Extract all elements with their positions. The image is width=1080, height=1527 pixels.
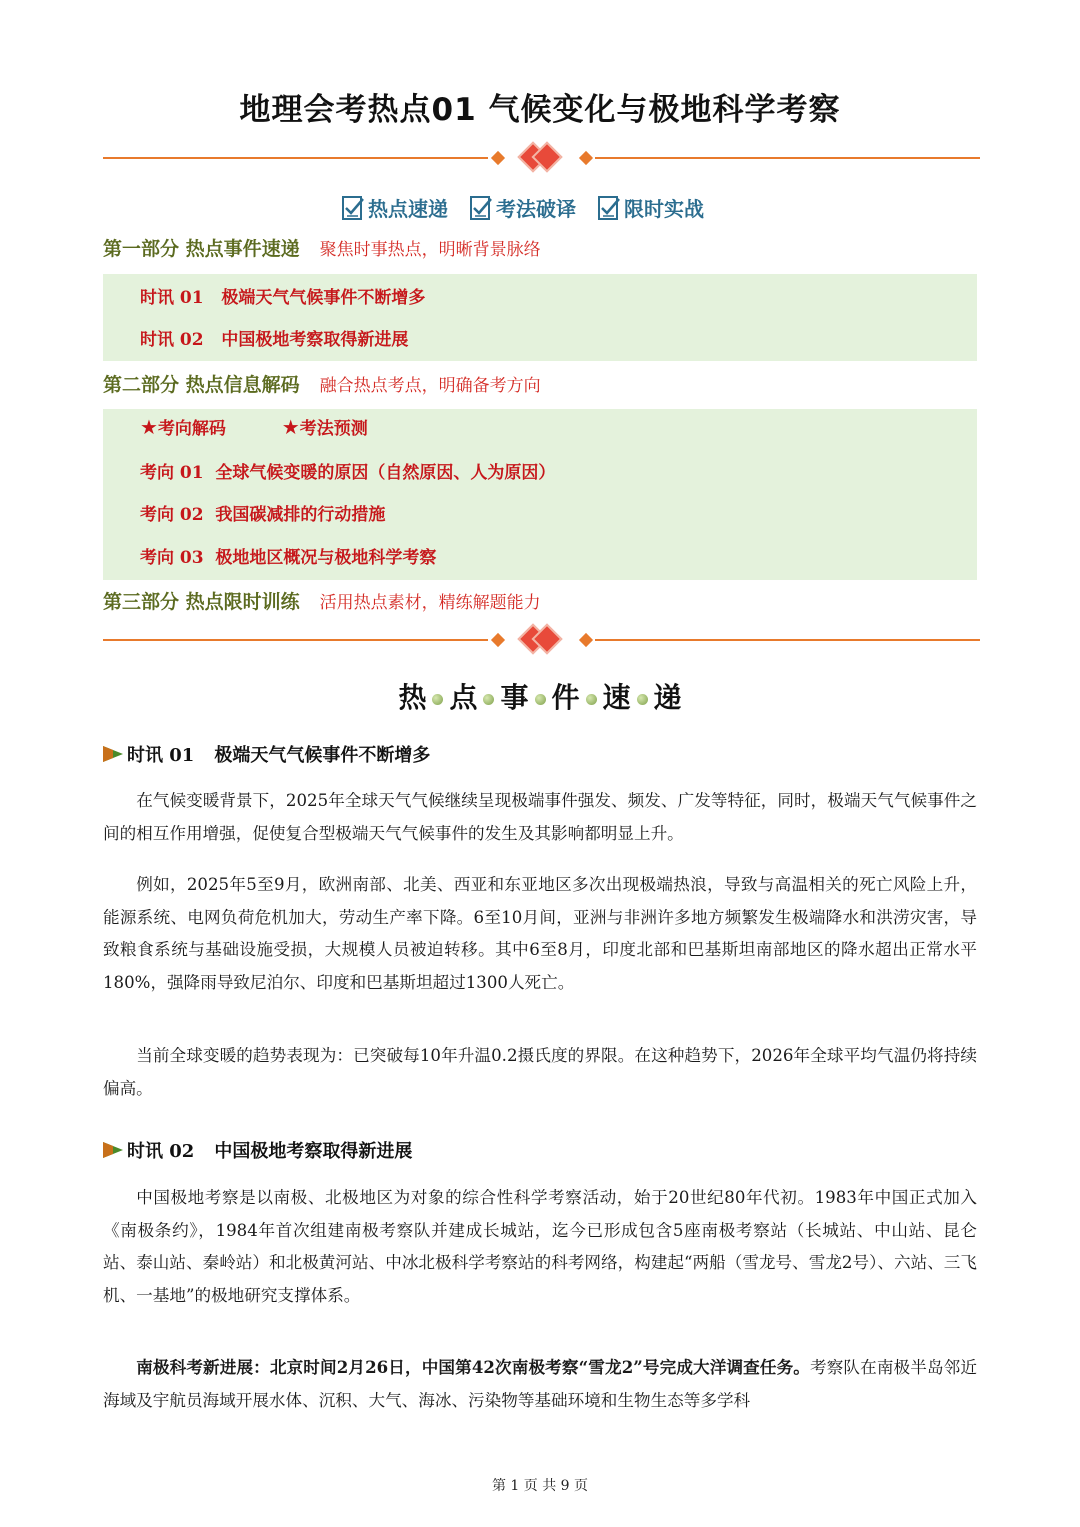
part-2-item[interactable]: 考向 02 我国碳减排的行动措施: [140, 505, 386, 525]
page-footer: 第 1 页 共 9 页: [491, 1478, 589, 1494]
part-2-item[interactable]: 考向 03 极地地区概况与极地科学考察: [140, 548, 437, 568]
section-title: 热 点 事 件 速 递: [398, 681, 682, 714]
star-icon: ★: [140, 415, 158, 439]
news-1-paragraph: 当前全球变暖的趋势表现为：已突破每10年升温0.2摄氏度的界限。在这种趋势下，2026年全球平均气温仍将持续偏高。: [103, 1046, 977, 1098]
star-label[interactable]: 考向解码: [157, 419, 226, 439]
dot-icon: [483, 694, 494, 705]
top-divider: [103, 148, 980, 168]
part-1-item[interactable]: 时讯 02 中国极地考察取得新进展: [140, 330, 409, 350]
news-1-paragraph: 例如，2025年5至9月，欧洲南部、北美、西亚和东亚地区多次出现极端热浪，导致与高温相关的死亡风险上升，能源系统、电网负荷危机加大，劳动生产率下降。6至10月间，亚洲与非洲许多地方频繁发生极端降水和洪涝灾害，导致粮食系统与基础设施受损，大规模人员被迫转移。其中6至8月，印度北部和巴基斯坦南部地区的降水超出正常水平180%，强降雨导致尼泊尔、印度和巴基斯坦超过1300人死亡。: [103, 875, 977, 992]
tab-bar: [340, 193, 704, 222]
tab-hot-news[interactable]: [340, 193, 448, 222]
tab-label: 热点速递: [368, 197, 448, 221]
news-1-paragraph: 在气候变暖背景下，2025年全球天气气候继续呈现极端事件强发、频发、广发等特征，同时，极端天气气候事件之间的相互作用增强，促使复合型极端天气气候事件的发生及其影响都明显上升。: [103, 791, 977, 843]
tab-label: 限时实战: [624, 197, 704, 221]
tab-label: 考法破译: [496, 197, 576, 221]
dot-icon: [432, 694, 443, 705]
part-subtitle: 活用热点素材，精练解题能力: [319, 593, 541, 613]
part-subtitle: 融合热点考点，明确备考方向: [319, 376, 541, 396]
dot-icon: [586, 694, 597, 705]
star-icon: ★: [281, 415, 300, 439]
arrow-right-icon: [103, 746, 123, 762]
middle-divider: [103, 630, 980, 650]
part-subtitle: 聚焦时事热点，明晰背景脉络: [319, 240, 541, 260]
news-2-heading: 时讯 02 中国极地考察取得新进展: [103, 1137, 412, 1163]
part-2-heading: [103, 370, 541, 397]
star-row: [140, 414, 368, 439]
dot-icon: [535, 694, 546, 705]
news-2-paragraph: 中国极地考察是以南极、北极地区为对象的综合性科学考察活动，始于20世纪80年代初。1983年中国正式加入《南极条约》，1984年首次组建南极考察队并建成长城站，迄今已形成包含5座南极考察站（长城站、中山站、昆仑站、泰山站、秦岭站）和北极黄河站、中冰北极科学考察站的科考网络，构建起“两船（雪龙号、雪龙2号）、六站、三飞机、一基地”的极地研究支撑体系。: [103, 1188, 977, 1305]
page-title: 地理会考热点01 气候变化与极地科学考察: [239, 92, 841, 128]
tab-exam-method[interactable]: [468, 193, 576, 222]
part-3-heading: [103, 587, 541, 614]
part-2-item[interactable]: 考向 01 全球气候变暖的原因（自然原因、人为原因）: [140, 463, 556, 483]
news-1-heading: 时讯 01 极端天气气候事件不断增多: [103, 741, 430, 767]
tab-timed-practice[interactable]: [596, 193, 704, 222]
dot-icon: [637, 694, 648, 705]
news-2-paragraph: 南极科考新进展：北京时间2月26日，中国第42次南极考察“雪龙2”号完成大洋调查任务。考察队在南极半岛邻近海域及宇航员海域开展水体、沉积、大气、海冰、污染物等基础环境和生物生态等多学科: [103, 1357, 977, 1410]
star-label[interactable]: 考法预测: [299, 419, 368, 439]
checklist-icon: [596, 194, 622, 222]
part-1-heading: [103, 234, 541, 261]
part-1-item[interactable]: 时讯 01 极端天气气候事件不断增多: [140, 288, 426, 308]
checklist-icon: [340, 194, 366, 222]
arrow-right-icon: [103, 1142, 123, 1158]
part-title: 第二部分 热点信息解码: [103, 374, 300, 396]
part-title: 第三部分 热点限时训练: [103, 591, 300, 613]
checklist-icon: [468, 194, 494, 222]
part-title: 第一部分 热点事件速递: [103, 238, 300, 260]
